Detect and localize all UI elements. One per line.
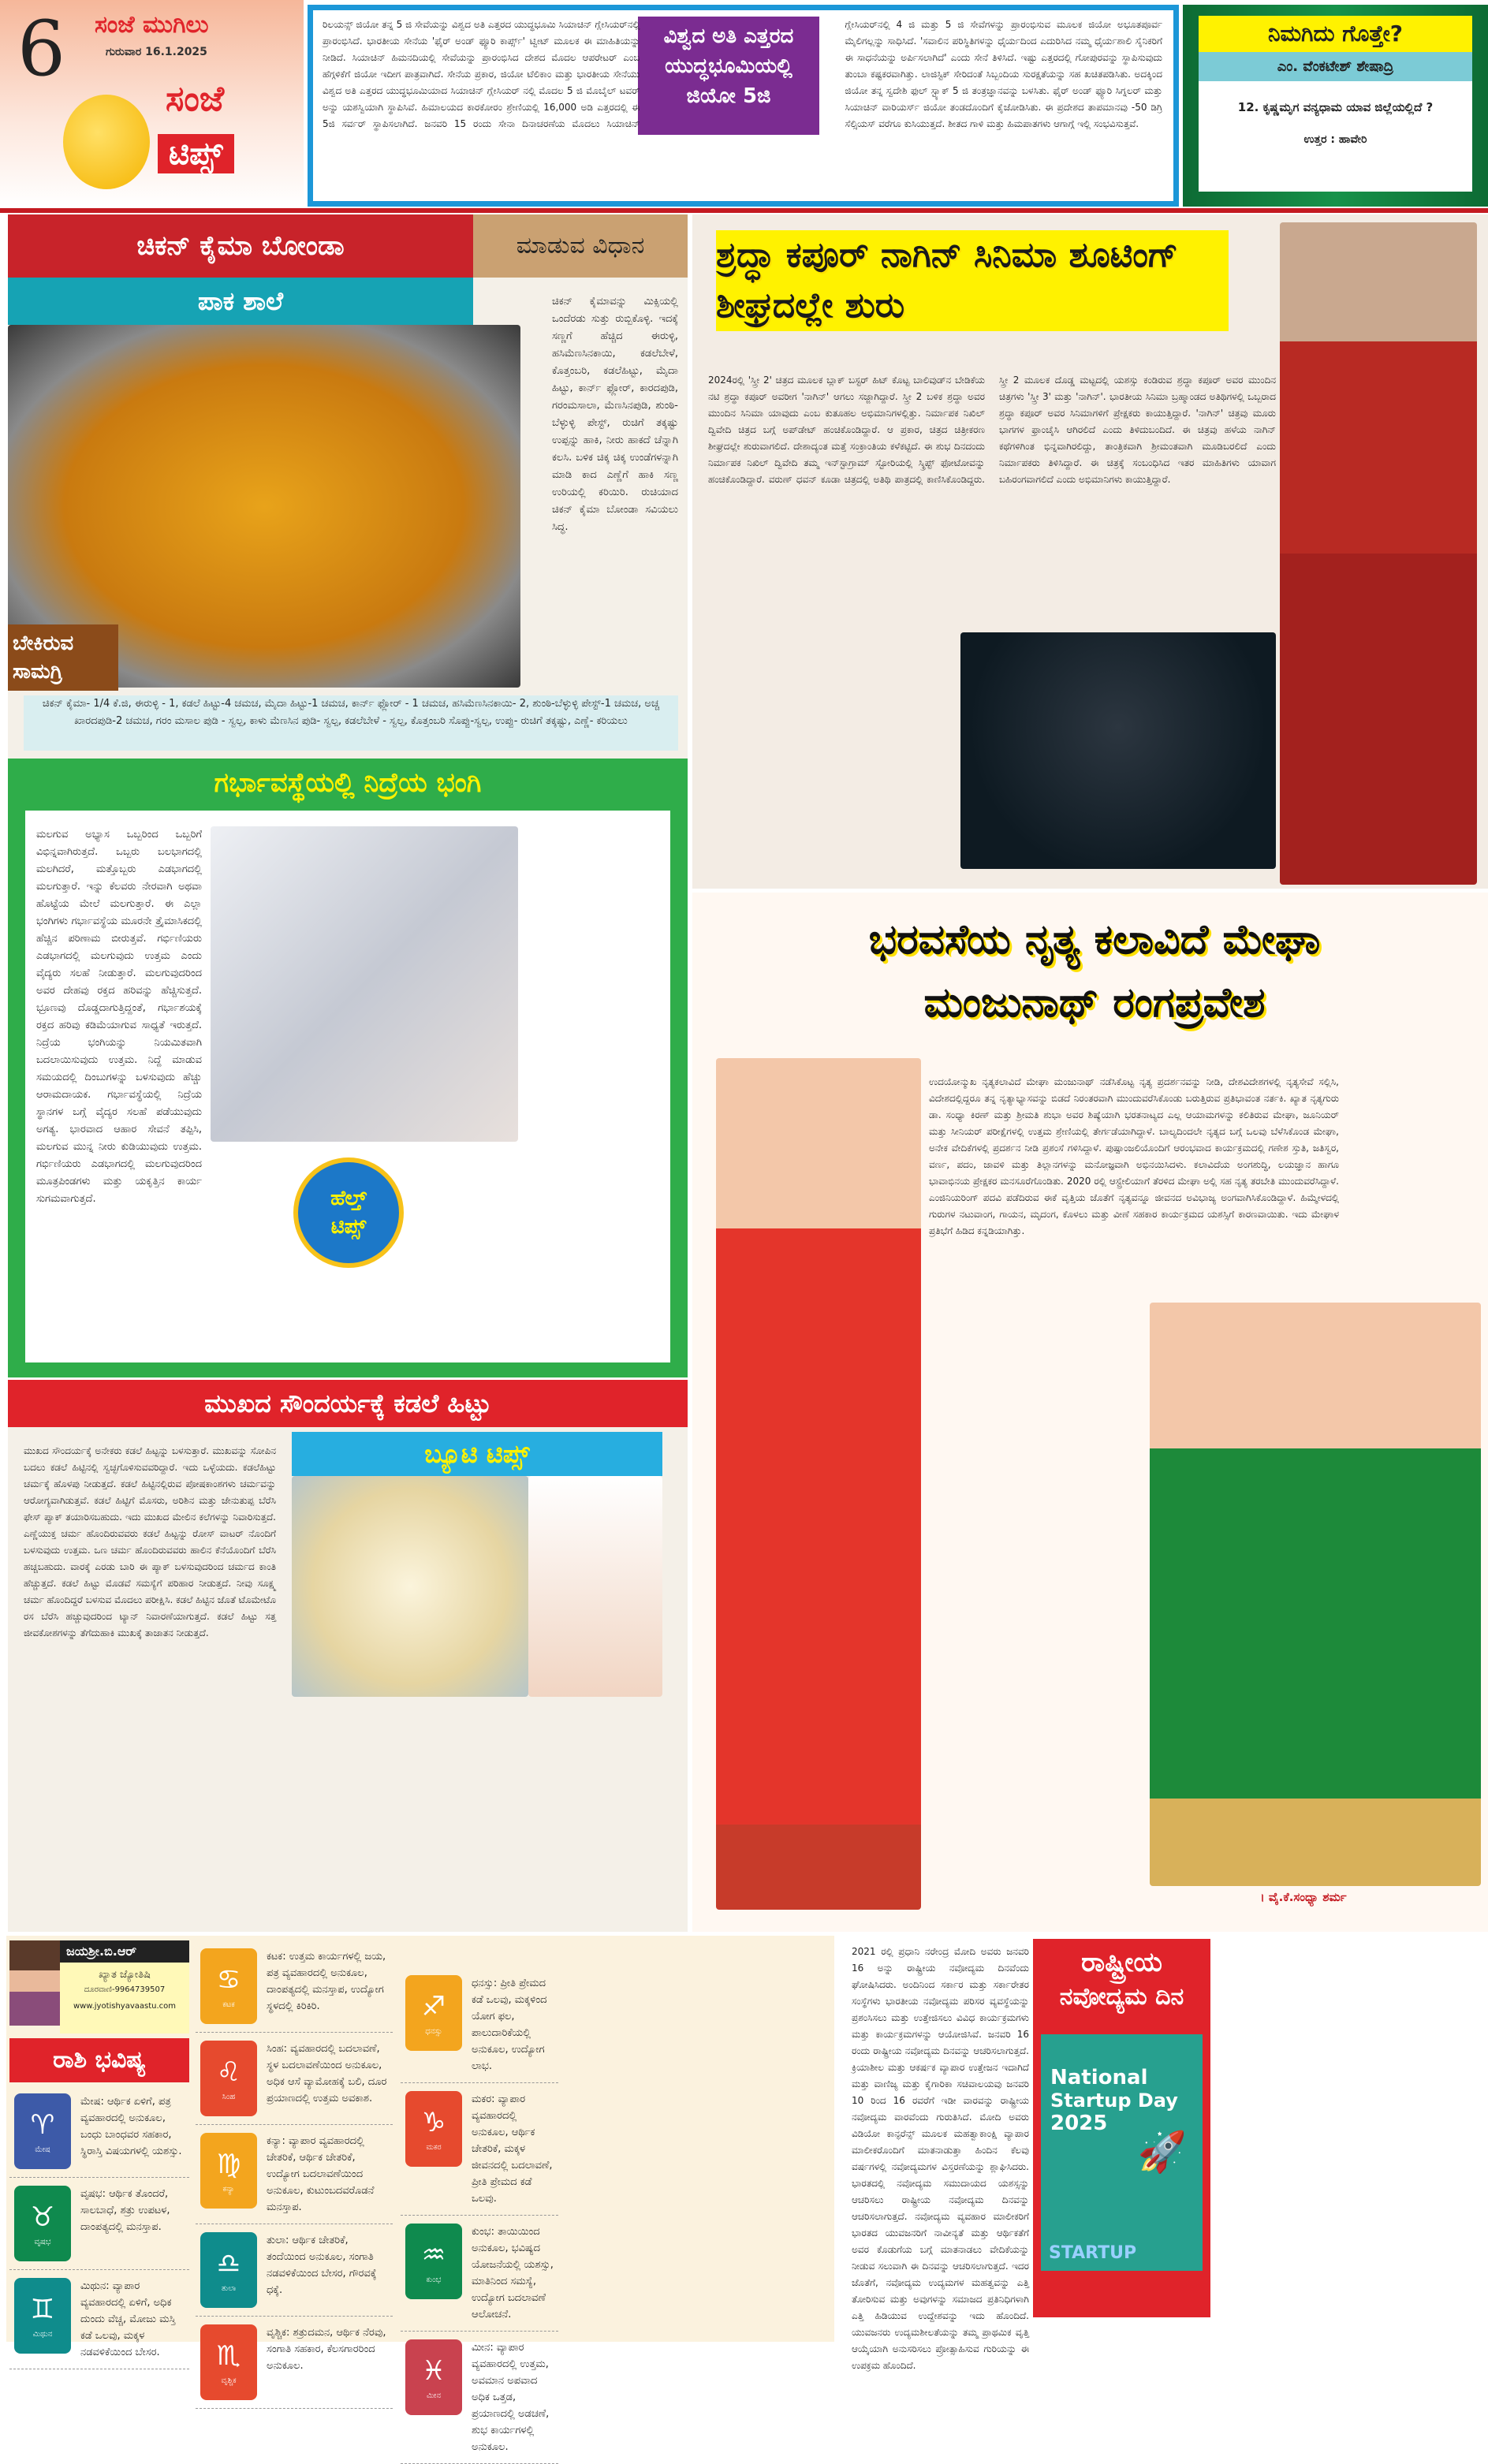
zodiac-icon	[200, 2133, 257, 2209]
jio-headline: ವಿಶ್ವದ ಅತಿ ಎತ್ತರದ ಯುದ್ಧಭೂಮಿಯಲ್ಲಿ ಜಿಯೋ 5ಜಿ	[638, 17, 819, 135]
recipe-title: ಚಿಕನ್ ಕೈಮಾ ಬೋಂಡಾ	[8, 214, 473, 278]
zodiac-icon	[14, 2186, 71, 2261]
zodiac-name: ವೃಷಭ	[34, 2237, 51, 2246]
horoscope-title: ರಾಶಿ ಭವಿಷ್ಯ	[9, 2038, 189, 2082]
horoscope-sign	[401, 2216, 558, 2332]
zodiac-symbol: ♉	[30, 2201, 55, 2233]
zodiac-text: ಮೇಷ: ಆರ್ಥಿಕ ಏಳಿಗೆ, ಪತ್ರ ವ್ಯವಹಾರದಲ್ಲಿ ಅನುಕೂಲ, ಬಂಧು ಬಾಂಧವರ ಸಹಕಾರ, ಸ್ಥಿರಾಸ್ತಿ ವಿಷಯಗಳಲ್ಲಿ ಯಶಸ್ಸು.	[80, 2096, 182, 2157]
section-title-tips: ಟಿಪ್ಸ್	[158, 134, 234, 173]
film-section	[692, 214, 1488, 889]
page-number: 6	[17, 5, 66, 93]
pregnant-woman-photo	[211, 826, 518, 1142]
horoscope-sign	[401, 2083, 558, 2216]
zodiac-text: ಮಿಥುನ: ವ್ಯಾಪಾರ ವ್ಯವಹಾರದಲ್ಲಿ ಏಳಿಗೆ, ಅಧಿಕ ದುಂದು ವೆಚ್ಚ, ಮೋಜು ಮಸ್ತಿ ಕಡೆ ಒಲವು, ಮಕ್ಕಳ ನಡವಳಿಕೆಯಿಂದ ಬೇಸರ.	[80, 2280, 176, 2358]
horoscope-sign	[196, 2224, 393, 2317]
astrologer-phone: ದೂರವಾಣಿ-9964739507	[84, 1985, 166, 1994]
actress-red-dress-photo	[1280, 222, 1477, 885]
dance-body: ಉದಯೋನ್ಮುಖ ನೃತ್ಯಕಲಾವಿದೆ ಮೇಘಾ ಮಂಜುನಾಥ್ ನಡೆಸಿಕೊಟ್ಟ ನೃತ್ಯ ಪ್ರದರ್ಶನವನ್ನು ನೀಡಿ, ದೇಶವಿದೇಶಗಳಲ್ಲಿ ನೃತ್ಯಸೇವೆ ಸಲ್ಲಿಸಿ, ವಿದೇಶದಲ್ಲಿದ್ದರೂ ತನ್ನ ನೃತ್ಯಾಭ್ಯಾಸವನ್ನು ಬಿಡದೆ ನಿರಂತರವಾಗಿ ಮುಂದುವರೆಸಿಕೊಂಡು ಬರುತ್ತಿರುವ ಪ್ರತಿಭಾವಂತ ನರ್ತಕಿ. ಖ್ಯಾತ ನೃತ್ಯಗುರು ಡಾ. ಸಂಧ್ಯಾ ಕಿರಣ್ ಮತ್ತು ಶ್ರೀಮತಿ ಶುಭಾ ಅವರ ಶಿಷ್ಯೆಯಾಗಿ ಭರತನಾಟ್ಯದ ಎಲ್ಲ ಆಯಾಮಗಳನ್ನು ಕಲಿತಿರುವ ಮೇಘಾ, ಜೂನಿಯರ್ ಮತ್ತು ಸೀನಿಯರ್ ಪರೀಕ್ಷೆಗಳಲ್ಲಿ ಉತ್ತಮ ಶ್ರೇಣಿಯಲ್ಲಿ ತೇರ್ಗಡೆಯಾಗಿದ್ದಾಳೆ. ಬಾಲ್ಯದಿಂದಲೇ ನೃತ್ಯದ ಬಗ್ಗೆ ಒಲವು ಬೆಳೆಸಿಕೊಂಡ ಮೇಘಾ, ಅನೇಕ ವೇದಿಕೆಗಳಲ್ಲಿ ಪ್ರದರ್ಶನ ನೀಡಿ ಪ್ರಶಂಸೆ ಗಳಿಸಿದ್ದಾಳೆ. ಪುಷ್ಪಾಂಜಲಿಯೊಂದಿಗೆ ಆರಂಭವಾದ ಕಾರ್ಯಕ್ರಮದಲ್ಲಿ ಗಣೇಶ ಸ್ತುತಿ, ಜತಿಸ್ವರ, ವರ್ಣ, ಪದಂ, ಜಾವಳಿ ಮತ್ತು ತಿಲ್ಲಾನಗಳನ್ನು ಮನೋಜ್ಞವಾಗಿ ಅಭಿನಯಿಸಿದಳು. ಕಲಾವಿದೆಯ ಅಂಗಶುದ್ಧಿ, ಲಯಜ್ಞಾನ ಹಾಗೂ ಭಾವಾಭಿನಯ ಪ್ರೇಕ್ಷಕರ ಮನಸೂರೆಗೊಂಡಿತು. 2020 ರಲ್ಲಿ ಆಸ್ಟ್ರೇಲಿಯಾಗೆ ತೆರಳಿದ ಮೇಘಾ ಅಲ್ಲಿ ಸಹ ನೃತ್ಯ ತರಬೇತಿ ಮುಂದುವರೆಸಿದ್ದಾಳೆ. ಎಂಜಿನಿಯರಿಂಗ್ ಪದವಿ ಪಡೆದಿರುವ ಈಕೆ ವೃತ್ತಿಯ ಜೊತೆಗೆ ನೃತ್ಯವನ್ನೂ ಜೀವನದ ಅವಿಭಾಜ್ಯ ಅಂಗವಾಗಿಸಿಕೊಂಡಿದ್ದಾಳೆ. ಹಿಮ್ಮೇಳದಲ್ಲಿ ಗುರುಗಳ ನಟುವಾಂಗ, ಗಾಯನ, ಮೃದಂಗ, ಕೊಳಲು ಮತ್ತು ವೀಣೆ ಸಹಕಾರ ಕಾರ್ಯಕ್ರಮದ ಯಶಸ್ಸಿಗೆ ಕಾರಣವಾಯಿತು. ಇದು ಮೇಘಾಳ ಪ್ರತಿಭೆಗೆ ಹಿಡಿದ ಕನ್ನಡಿಯಾಗಿತ್ತು.	[929, 1076, 1339, 1236]
dance-section	[692, 893, 1488, 1932]
startup-title-1: ರಾಷ್ಟ್ರೀಯ	[1081, 1947, 1162, 1978]
zodiac-name: ಮಿಥುನ	[32, 2329, 53, 2339]
zodiac-icon	[405, 2091, 462, 2167]
horoscope-sign	[196, 2125, 393, 2224]
beauty-section	[8, 1380, 688, 1932]
zodiac-symbol: ♎	[216, 2247, 241, 2279]
zodiac-icon	[405, 2224, 462, 2299]
zodiac-symbol: ♓	[421, 2354, 446, 2387]
quiz-box	[1183, 5, 1488, 207]
zodiac-name: ತುಲಾ	[221, 2283, 237, 2293]
jio-body: ರಿಲಯನ್ಸ್ ಜಿಯೋ ತನ್ನ 5 ಜಿ ಸೇವೆಯನ್ನು ವಿಶ್ವದ ಅತಿ ಎತ್ತರದ ಯುದ್ಧಭೂಮಿ ಸಿಯಾಚಿನ್ ಗ್ಲೇಸಿಯರ್‌ನಲ್ಲಿ ಪ್ರಾರಂಭಿಸಿದೆ. ಭಾರತೀಯ ಸೇನೆಯ 'ಫೈರ್ ಅಂಡ್ ಫ್ಯೂರಿ ಕಾರ್ಪ್ಸ್' ಟ್ವೀಟ್ ಮೂಲಕ ಈ ಮಾಹಿತಿಯನ್ನು ನೀಡಿದೆ. ಸಿಯಾಚಿನ್ ಹಿಮನದಿಯಲ್ಲಿ ಸೇವೆಯನ್ನು ಪ್ರಾರಂಭಿಸಿದ ದೇಶದ ಮೊದಲ ಆಪರೇಟರ್ ಎಂಬ ಹೆಗ್ಗಳಿಕೆಗೆ ಜಿಯೋ ಇದೀಗ ಪಾತ್ರವಾಗಿದೆ. ಸೇನೆಯ ಪ್ರಕಾರ, ಜಿಯೋ ಟೆಲಿಕಾಂ ಮತ್ತು ಭಾರತೀಯ ಸೇನೆಯು ವಿಶ್ವದ ಅತಿ ಎತ್ತರದ ಯುದ್ಧಭೂಮಿಯಾದ ಸಿಯಾಚಿನ್ ಗ್ಲೇಸಿಯರ್ ನಲ್ಲಿ ಮೊದಲ 5 ಜಿ ಮೊಬೈಲ್ ಟವರ್ ಅನ್ನು ಯಶಸ್ವಿಯಾಗಿ ಸ್ಥಾಪಿಸಿವೆ. ಹಿಮಾಲಯದ ಕಾರಕೋರಂ ಶ್ರೇಣಿಯಲ್ಲಿ 16,000 ಅಡಿ ಎತ್ತರದಲ್ಲಿ ಈ 5ಜಿ ಸರ್ವರ್ ಸ್ಥಾಪಿಸಲಾಗಿದೆ. ಜನವರಿ 15 ರಂದು ಸೇನಾ ದಿನಾಚರಣೆಯ ಮೊದಲು ಸಿಯಾಚಿನ್ ಗ್ಲೇಸಿಯರ್‌ನಲ್ಲಿ 4 ಜಿ ಮತ್ತು 5 ಜಿ ಸೇವೆಗಳನ್ನು ಪ್ರಾರಂಭಿಸುವ ಮೂಲಕ ಜಿಯೋ ಅಭೂತಪೂರ್ವ ಮೈಲಿಗಲ್ಲನ್ನು ಸಾಧಿಸಿದೆ. 'ಸವಾಲಿನ ಪರಿಸ್ಥಿತಿಗಳನ್ನು ಧೈರ್ಯದಿಂದ ಎದುರಿಸಿದ ನಮ್ಮ ಧೈರ್ಯಶಾಲಿ ಸೈನಿಕರಿಗೆ ಈ ಸಾಧನೆಯನ್ನು ಅರ್ಪಿಸಲಾಗಿದೆ' ಎಂದು ಸೇನೆ ತಿಳಿಸಿದೆ. ಇಷ್ಟು ಎತ್ತರದಲ್ಲಿ ಗೋಪುರವನ್ನು ಸ್ಥಾಪಿಸುವುದು ತುಂಬಾ ಕಷ್ಟಕರವಾಗಿತ್ತು. ಲಾಜಿಸ್ಟಿಕ್ ಸೇರಿದಂತೆ ಸಿಬ್ಬಂದಿಯ ಸುರಕ್ಷತೆಯನ್ನು ಸಹ ಖಚಿತಪಡಿಸಿತು. ಅದಕ್ಕಿಂದ ಜಿಯೋ ತನ್ನ ಸ್ವದೇಶಿ ಫುಲ್ ಸ್ಟ್ಯಾಕ್ 5 ಜಿ ತಂತ್ರಜ್ಞಾನವನ್ನು ಬಳಸಿತು. ಫೈರ್ ಅಂಡ್ ಫ್ಯೂರಿ ಸಿಗ್ನಲರ್ ಮತ್ತು ಸಿಯಾಚಿನ್ ವಾರಿಯರ್ಸ್ ಜಿಯೋ ತಂಡದೊಂದಿಗೆ ಕೈಜೋಡಿಸಿತು. ಈ ಪ್ರದೇಶದ ತಾಪಮಾನವು -50 ಡಿಗ್ರಿ ಸೆಲ್ಸಿಯಸ್ ವರೆಗೂ ಕುಸಿಯುತ್ತದೆ. ಶೀತದ ಗಾಳಿ ಮತ್ತು ಹಿಮಪಾತಗಳು ಆಗಾಗ್ಗೆ ಇಲ್ಲಿ ಸಂಭವಿಸುತ್ತವೆ.	[323, 19, 1162, 129]
poster-national: National	[1050, 2066, 1148, 2089]
zodiac-text: ವೃಶ್ಚಿಕ: ಶತ್ರುದಮನ, ಆರ್ಥಿಕ ನೆರವು, ಸಂಗಾತಿ ಸಹಕಾರ, ಕೆಲಸಗಾರರಿಂದ ಅನುಕೂಲ.	[267, 2327, 386, 2372]
zodiac-symbol: ♍	[216, 2148, 241, 2180]
horoscope-sign	[9, 2270, 189, 2369]
dance-headline-1: ಭರವಸೆಯ ನೃತ್ಯ ಕಲಾವಿದೆ ಮೇಘಾ	[868, 916, 1321, 964]
zodiac-icon	[405, 1975, 462, 2051]
zodiac-icon	[405, 2339, 462, 2415]
naagin-poster	[960, 632, 1276, 869]
face-pack-photo	[528, 1476, 662, 1697]
zodiac-symbol: ♊	[30, 2293, 55, 2325]
zodiac-name: ಧನಸ್ಸು	[425, 2026, 442, 2036]
startup-poster	[1041, 2034, 1203, 2271]
recipe-ingredients: ಚಿಕನ್ ಕೈಮಾ- 1/4 ಕೆ.ಜಿ, ಈರುಳ್ಳಿ - 1, ಕಡಲೆ ಹಿಟ್ಟು-4 ಚಮಚ, ಮೈದಾ ಹಿಟ್ಟು-1 ಚಮಚ, ಕಾರ್ನ್ ಫ್ಲೋರ್ - 1 ಚಮಚ, ಹಸಿಮೆಣಸಿನಕಾಯಿ- 2, ಶುಂಠಿ-ಬೆಳ್ಳುಳ್ಳಿ ಪೇಸ್ಟ್-1 ಚಮಚ, ಅಚ್ಚ ಖಾರದಪುಡಿ-2 ಚಮಚ, ಗರಂ ಮಸಾಲ ಪುಡಿ - ಸ್ವಲ್ಪ, ಕಾಳು ಮೆಣಸಿನ ಪುಡಿ- ಸ್ವಲ್ಪ, ಕಡಲೆಬೇಳೆ - ಸ್ವಲ್ಪ, ಕೊತ್ತಂಬರಿ ಸೊಪ್ಪು-ಸ್ವಲ್ಪ, ಉಪ್ಪು- ರುಚಿಗೆ ತಕ್ಕಷ್ಟು, ಎಣ್ಣೆ- ಕರಿಯಲು	[24, 695, 678, 751]
poster-startup-day: Startup Day	[1050, 2089, 1178, 2112]
quiz-answer: ಉತ್ತರ : ಹಾವೇರಿ	[1303, 133, 1367, 146]
startup-section	[844, 1936, 1488, 2371]
divider	[0, 208, 1488, 213]
horoscope-sign	[196, 2033, 393, 2125]
beauty-title: ಮುಖದ ಸೌಂದರ್ಯಕ್ಕೆ ಕಡಲೆ ಹಿಟ್ಟು	[8, 1380, 688, 1427]
zodiac-symbol: ♈	[30, 2108, 55, 2141]
zodiac-name: ಕಟಕ	[222, 2000, 235, 2009]
zodiac-name: ಕನ್ಯಾ	[222, 2184, 235, 2194]
horoscope-sign	[196, 1940, 393, 2033]
zodiac-symbol: ♏	[216, 2339, 241, 2372]
method-label: ಮಾಡುವ ವಿಧಾನ	[473, 214, 688, 278]
kitchen-label: ಪಾಕ ಶಾಲೆ	[8, 278, 473, 325]
film-headline: ಶ್ರದ್ಧಾ ಕಪೂರ್ ನಾಗಿನ್ ಸಿನಿಮಾ ಶೂಟಿಂಗ್ ಶೀಘ್ರದಲ್ಲೇ ಶುರು	[716, 230, 1229, 331]
astrologer-photo	[9, 1940, 60, 2026]
horoscope-sign	[196, 2317, 393, 2409]
zodiac-symbol: ♑	[421, 2106, 446, 2138]
dancer-red-costume-photo	[716, 1058, 921, 1910]
beauty-tips-label: ಬ್ಯೂಟಿ ಟಿಪ್ಸ್	[292, 1432, 662, 1476]
film-body: 2024ರಲ್ಲಿ 'ಸ್ತ್ರೀ 2' ಚಿತ್ರದ ಮೂಲಕ ಬ್ಲಾಕ್ ಬಸ್ಟರ್ ಹಿಟ್ ಕೊಟ್ಟ ಬಾಲಿವುಡ್‌ನ ಬೇಡಿಕೆಯ ನಟಿ ಶ್ರದ್ಧಾ ಕಪೂರ್ ಅವರೀಗ 'ನಾಗಿನ್' ಆಗಲು ಸಜ್ಜಾಗಿದ್ದಾರೆ. ಸ್ತ್ರೀ 2 ಬಳಿಕ ಶ್ರದ್ಧಾ ಅವರ ಮುಂದಿನ ಸಿನಿಮಾ ಯಾವುದು ಎಂಬ ಕುತೂಹಲ ಅಭಿಮಾನಿಗಳಲ್ಲಿತ್ತು. ನಿರ್ಮಾಪಕ ನಿಖಿಲ್ ದ್ವಿವೇದಿ ಚಿತ್ರದ ಬಗ್ಗೆ ಅಪ್‌ಡೇಟ್ ಹಂಚಿಕೊಂಡಿದ್ದಾರೆ. ಆ ಪ್ರಕಾರ, ಚಿತ್ರದ ಚಿತ್ರೀಕರಣ ಶೀಘ್ರದಲ್ಲೇ ಶುರುವಾಗಲಿದೆ. ದೇಶಾದ್ಯಂತ ಮತ್ತೆ ಸಂಕ್ರಾಂತಿಯ ಕಳೆಕಟ್ಟಿದೆ. ಈ ಶುಭ ದಿನದಂದು ನಿರ್ಮಾಪಕ ನಿಖಿಲ್ ದ್ವಿವೇದಿ ತಮ್ಮ ಇನ್‌ಸ್ಟಾಗ್ರಾಮ್ ಸ್ಟೋರಿಯಲ್ಲಿ ಸ್ಕ್ರಿಪ್ಟ್ ಫೋಟೋವನ್ನು ಹಂಚಿಕೊಂಡಿದ್ದಾರೆ. ವರುಣ್ ಧವನ್ ಕೂಡಾ ಚಿತ್ರದಲ್ಲಿ ಅತಿಥಿ ಪಾತ್ರದಲ್ಲಿ ಕಾಣಿಸಿಕೊಂಡಿದ್ದರು. ಸ್ತ್ರೀ 2 ಮೂಲಕ ದೊಡ್ಡ ಮಟ್ಟದಲ್ಲಿ ಯಶಸ್ಸು ಕಂಡಿರುವ ಶ್ರದ್ಧಾ ಕಪೂರ್ ಅವರ ಮುಂದಿನ ಚಿತ್ರಗಳು 'ಸ್ತ್ರೀ 3' ಮತ್ತು 'ನಾಗಿನ್'. ಭಾರತೀಯ ಸಿನಿಮಾ ಬ್ರಹ್ಮಾಂಡದ ಅತಿಥಿಗಳಲ್ಲಿ ಒಬ್ಬರಾದ ಶ್ರದ್ಧಾ ಕಪೂರ್ ಅವರ ಸಿನಿಮಾಗಳಿಗೆ ಪ್ರೇಕ್ಷಕರು ಕಾಯುತ್ತಿದ್ದಾರೆ. 'ನಾಗಿನ್' ಚಿತ್ರವು ಮೂರು ಭಾಗಗಳ ಫ್ರಾಂಚೈಸಿ ಆಗಿರಲಿದೆ ಎಂದು ತಿಳಿದುಬಂದಿದೆ. ಈ ಚಿತ್ರವು ಹಳೆಯ ನಾಗಿನ್ ಕಥೆಗಳಿಗಿಂತ ಭಿನ್ನವಾಗಿರಲಿದ್ದು, ತಾಂತ್ರಿಕವಾಗಿ ಶ್ರೀಮಂತವಾಗಿ ಮೂಡಿಬರಲಿದೆ ಎಂದು ನಿರ್ಮಾಪಕರು ತಿಳಿಸಿದ್ದಾರೆ. ಈ ಚಿತ್ರಕ್ಕೆ ಸಂಬಂಧಿಸಿದ ಇತರ ಮಾಹಿತಿಗಳು ಯಾವಾಗ ಬಹಿರಂಗವಾಗಲಿದೆ ಎಂದು ಅಭಿಮಾನಿಗಳು ಕಾಯುತ್ತಿದ್ದಾರೆ.	[708, 375, 1276, 485]
zodiac-symbol: ♒	[421, 2238, 446, 2271]
health-section	[8, 759, 688, 1377]
poster-startup-word: STARTUP	[1049, 2243, 1137, 2263]
zodiac-icon	[14, 2278, 71, 2354]
ingredients-label: ಬೇಕಿರುವ ಸಾಮಗ್ರಿ	[8, 624, 118, 691]
recipe-section	[8, 214, 688, 759]
zodiac-name: ವೃಶ್ಚಿಕ	[221, 2376, 237, 2385]
horoscope-section	[6, 1936, 834, 2453]
jio-article	[308, 5, 1179, 207]
zodiac-text: ಕನ್ಯಾ: ವ್ಯಾಪಾರ ವ್ಯವಹಾರದಲ್ಲಿ ಚೇತರಿಕೆ, ಆರ್ಥಿಕ ಚೇತರಿಕೆ, ಉದ್ಯೋಗ ಬದಲಾವಣೆಯಿಂದ ಅನುಕೂಲ, ಕುಟುಂಬದವರೊಡನೆ ಮನಸ್ತಾಪ.	[267, 2135, 375, 2213]
badge-tips: ಟಿಪ್ಸ್	[330, 1215, 367, 1239]
zodiac-name: ಮಕರ	[426, 2142, 442, 2152]
startup-body-right	[1218, 1944, 1480, 2338]
issue-date: ಗುರುವಾರ 16.1.2025	[106, 46, 207, 58]
startup-title-2: ನವೋದ್ಯಮ ದಿನ	[1059, 1983, 1184, 2011]
zodiac-symbol: ♐	[421, 1990, 446, 2022]
health-tips-badge	[293, 1157, 404, 1268]
paper-name: ಸಂಜೆ ಮುಗಿಲು	[95, 11, 209, 39]
health-body: ಮಲಗುವ ಅಭ್ಯಾಸ ಒಬ್ಬರಿಂದ ಒಬ್ಬರಿಗೆ ವಿಭಿನ್ನವಾಗಿರುತ್ತದೆ. ಒಬ್ಬರು ಬಲಭಾಗದಲ್ಲಿ ಮಲಗಿದರೆ, ಮತ್ತೊಬ್ಬರು ಎಡಭಾಗದಲ್ಲಿ ಮಲಗುತ್ತಾರೆ. ಇನ್ನು ಕೆಲವರು ನೇರವಾಗಿ ಅಥವಾ ಹೊಟ್ಟೆಯ ಮೇಲೆ ಮಲಗುತ್ತಾರೆ. ಈ ಎಲ್ಲಾ ಭಂಗಿಗಳು ಗರ್ಭಾವಸ್ಥೆಯ ಮೂರನೇ ತ್ರೈಮಾಸಿಕದಲ್ಲಿ ಹೆಚ್ಚಿನ ಪರಿಣಾಮ ಬೀರುತ್ತವೆ. ಗರ್ಭಿಣಿಯರು ಎಡಭಾಗದಲ್ಲಿ ಮಲಗುವುದು ಉತ್ತಮ ಎಂದು ವೈದ್ಯರು ಸಲಹೆ ನೀಡುತ್ತಾರೆ. ಮಲಗುವುದರಿಂದ ಅವರ ದೇಹವು ರಕ್ತದ ಹರಿವನ್ನು ಹೆಚ್ಚಿಸುತ್ತದೆ. ಭ್ರೂಣವು ದೊಡ್ಡದಾಗುತ್ತಿದ್ದಂತೆ, ಗರ್ಭಾಶಯಕ್ಕೆ ರಕ್ತದ ಹರಿವು ಕಡಿಮೆಯಾಗುವ ಸಾಧ್ಯತೆ ಇರುತ್ತದೆ. ನಿದ್ರೆಯ ಭಂಗಿಯನ್ನು ನಿಯಮಿತವಾಗಿ ಬದಲಾಯಿಸುವುದು ಉತ್ತಮ. ನಿದ್ದೆ ಮಾಡುವ ಸಮಯದಲ್ಲಿ ದಿಂಬುಗಳನ್ನು ಬಳಸುವುದು ಹೆಚ್ಚು ಆರಾಮದಾಯಕ. ಗರ್ಭಾವಸ್ಥೆಯಲ್ಲಿ ನಿದ್ರೆಯ ಸ್ಥಾನಗಳ ಬಗ್ಗೆ ವೈದ್ಯರ ಸಲಹೆ ಪಡೆಯುವುದು ಅಗತ್ಯ. ಭಾರವಾದ ಆಹಾರ ಸೇವನೆ ತಪ್ಪಿಸಿ, ಮಲಗುವ ಮುನ್ನ ನೀರು ಕುಡಿಯುವುದು ಉತ್ತಮ. ಗರ್ಭಿಣಿಯರು ಎಡಭಾಗದಲ್ಲಿ ಮಲಗುವುದರಿಂದ ಮೂತ್ರಪಿಂಡಗಳು ಮತ್ತು ಯಕೃತ್ತಿನ ಕಾರ್ಯ ಸುಗಮವಾಗುತ್ತದೆ.	[36, 829, 202, 1205]
startup-title-box	[1033, 1939, 1210, 2317]
zodiac-text: ವೃಷಭ: ಆರ್ಥಿಕ ತೊಂದರೆ, ಸಾಲಬಾಧೆ, ಶತ್ರು ಉಪಟಳ, ದಾಂಪತ್ಯದಲ್ಲಿ ಮನಸ್ತಾಪ.	[80, 2188, 170, 2233]
health-title: ಗರ್ಭಾವಸ್ಥೆಯಲ್ಲಿ ನಿದ್ರೆಯ ಭಂಗಿ	[214, 767, 482, 799]
gram-flour-photo	[292, 1476, 528, 1697]
rocket-icon: 🚀	[1137, 2129, 1187, 2175]
zodiac-text: ಸಿಂಹ: ವ್ಯವಹಾರದಲ್ಲಿ ಬದಲಾವಣೆ, ಸ್ಥಳ ಬದಲಾವಣೆಯಿಂದ ಅನುಕೂಲ, ಅಧಿಕ ಆಸೆ ವ್ಯಾಮೋಹಕ್ಕೆ ಬಲಿ, ದೂರ ಪ್ರಯಾಣದಲ್ಲಿ ಉತ್ತಮ ಅವಕಾಶ.	[267, 2043, 387, 2104]
beauty-body: ಮುಖದ ಸೌಂದರ್ಯಕ್ಕೆ ಅನೇಕರು ಕಡಲೆ ಹಿಟ್ಟನ್ನು ಬಳಸುತ್ತಾರೆ. ಮುಖವನ್ನು ಸೋಪಿನ ಬದಲು ಕಡಲೆ ಹಿಟ್ಟಿನಲ್ಲಿ ಸ್ವಚ್ಛಗೊಳಿಸುವವರಿದ್ದಾರೆ. ಇದು ಒಳ್ಳೆಯದು. ಕಡಲೆಹಿಟ್ಟು ಚರ್ಮಕ್ಕೆ ಹೊಳಪು ನೀಡುತ್ತದೆ. ಕಡಲೆ ಹಿಟ್ಟಿನಲ್ಲಿರುವ ಪೋಷಕಾಂಶಗಳು ಚರ್ಮವನ್ನು ಆರೋಗ್ಯವಾಗಿಡುತ್ತವೆ. ಕಡಲೆ ಹಿಟ್ಟಿಗೆ ಮೊಸರು, ಅರಿಶಿನ ಮತ್ತು ಜೇನುತುಪ್ಪ ಬೆರೆಸಿ ಫೇಸ್ ಪ್ಯಾಕ್ ತಯಾರಿಸಬಹುದು. ಇದು ಮುಖದ ಮೇಲಿನ ಕಲೆಗಳನ್ನು ನಿವಾರಿಸುತ್ತದೆ. ಎಣ್ಣೆಯುಕ್ತ ಚರ್ಮ ಹೊಂದಿರುವವರು ಕಡಲೆ ಹಿಟ್ಟನ್ನು ರೋಸ್ ವಾಟರ್ ನೊಂದಿಗೆ ಬಳಸುವುದು ಉತ್ತಮ. ಒಣ ಚರ್ಮ ಹೊಂದಿರುವವರು ಹಾಲಿನ ಕೆನೆಯೊಂದಿಗೆ ಬೆರೆಸಿ ಹಚ್ಚಬಹುದು. ವಾರಕ್ಕೆ ಎರಡು ಬಾರಿ ಈ ಪ್ಯಾಕ್ ಬಳಸುವುದರಿಂದ ಚರ್ಮದ ಕಾಂತಿ ಹೆಚ್ಚುತ್ತದೆ. ಕಡಲೆ ಹಿಟ್ಟು ಮೊಡವೆ ಸಮಸ್ಯೆಗೆ ಪರಿಹಾರ ನೀಡುತ್ತದೆ. ನೀವು ಸೂಕ್ಷ್ಮ ಚರ್ಮ ಹೊಂದಿದ್ದರೆ ಬಳಸುವ ಮೊದಲು ಪರೀಕ್ಷಿಸಿ. ಕಡಲೆ ಹಿಟ್ಟಿನ ಜೊತೆ ಟೊಮೇಟೊ ರಸ ಬೆರೆಸಿ ಹಚ್ಚುವುದರಿಂದ ಟ್ಯಾನ್ ನಿವಾರಣೆಯಾಗುತ್ತದೆ. ಕಡಲೆ ಹಿಟ್ಟು ಸತ್ತ ಜೀವಕೋಶಗಳನ್ನು ತೆಗೆದುಹಾಕಿ ಮುಖಕ್ಕೆ ತಾಜಾತನ ನೀಡುತ್ತದೆ.	[24, 1445, 276, 1638]
zodiac-icon	[200, 2232, 257, 2308]
zodiac-icon	[200, 1948, 257, 2024]
dance-headline-2: ಮಂಜುನಾಥ್ ರಂಗಪ್ರವೇಶ	[923, 979, 1266, 1027]
zodiac-symbol: ♌	[216, 2056, 241, 2088]
quiz-title: ನಿಮಗಿದು ಗೊತ್ತೇ?	[1199, 16, 1472, 52]
astrologer-name: ಜಯಶ್ರೀ.ಬಿ.ಆರ್	[60, 1940, 189, 1963]
dance-byline: । ವೈ.ಕೆ.ಸಂಧ್ಯಾ ಶರ್ಮ	[1260, 1890, 1347, 1904]
zodiac-icon	[200, 2324, 257, 2400]
zodiac-icon	[200, 2041, 257, 2116]
quiz-author: ಎಂ. ವೆಂಕಟೇಶ್ ಶೇಷಾದ್ರಿ	[1199, 52, 1472, 81]
masthead	[0, 0, 304, 207]
bulb-icon	[63, 95, 150, 189]
zodiac-name: ಮೀನ	[427, 2391, 441, 2400]
zodiac-text: ತುಲಾ: ಆರ್ಥಿಕ ಚೇತರಿಕೆ, ತಂದೆಯಿಂದ ಅನುಕೂಲ, ಸಂಗಾತಿ ನಡವಳಿಕೆಯಿಂದ ಬೇಸರ, ಗೌರವಕ್ಕೆ ಧಕ್ಕೆ.	[267, 2235, 377, 2296]
horoscope-sign	[9, 2086, 189, 2178]
zodiac-icon	[14, 2093, 71, 2169]
section-title-sanje: ಸಂಜೆ	[166, 79, 225, 119]
horoscope-sign	[401, 2332, 558, 2464]
zodiac-name: ಸಿಂಹ	[222, 2092, 236, 2101]
zodiac-text: ಮಕರ: ವ್ಯಾಪಾರ ವ್ಯವಹಾರದಲ್ಲಿ ಅನುಕೂಲ, ಆರ್ಥಿಕ ಚೇತರಿಕೆ, ಮಕ್ಕಳ ಜೀವನದಲ್ಲಿ ಬದಲಾವಣೆ, ಪ್ರೀತಿ ಪ್ರೇಮದ ಕಡೆ ಒಲವು.	[472, 2093, 553, 2205]
quiz-question: 12. ಕೃಷ್ಣಮೃಗ ವನ್ಯಧಾಮ ಯಾವ ಜಿಲ್ಲೆಯಲ್ಲಿದೆ ?	[1237, 100, 1434, 114]
recipe-method: ಚಿಕನ್ ಕೈಮಾವನ್ನು ಮಿಕ್ಸಿಯಲ್ಲಿ ಒಂದೆರಡು ಸುತ್ತು ರುಬ್ಬಿಕೊಳ್ಳಿ. ಇದಕ್ಕೆ ಸಣ್ಣಗೆ ಹೆಚ್ಚಿದ ಈರುಳ್ಳಿ, ಹಸಿಮೆಣಸಿನಕಾಯಿ, ಕಡಲೆಬೇಳೆ, ಕೊತ್ತಂಬರಿ, ಕಡಲೆಹಿಟ್ಟು, ಮೈದಾ ಹಿಟ್ಟು, ಕಾರ್ನ್ ಫ್ಲೋರ್, ಕಾರದಪುಡಿ, ಗರಂಮಸಾಲಾ, ಮೆಣಸಿನಪುಡಿ, ಶುಂಠಿ-ಬೆಳ್ಳುಳ್ಳಿ ಪೇಸ್ಟ್, ರುಚಿಗೆ ತಕ್ಕಷ್ಟು ಉಪ್ಪನ್ನು ಹಾಕಿ, ನೀರು ಹಾಕದೆ ಚೆನ್ನಾಗಿ ಕಲಸಿ. ಬಳಿಕ ಚಿಕ್ಕ ಚಿಕ್ಕ ಉಂಡೆಗಳನ್ನಾಗಿ ಮಾಡಿ ಕಾದ ಎಣ್ಣೆಗೆ ಹಾಕಿ ಸಣ್ಣ ಉರಿಯಲ್ಲಿ ಕರಿಯಿರಿ. ರುಚಿಯಾದ ಚಿಕನ್ ಕೈಮಾ ಬೋಂಡಾ ಸವಿಯಲು ಸಿದ್ಧ.	[552, 296, 678, 533]
zodiac-name: ಮೇಷ	[35, 2145, 50, 2154]
horoscope-sign	[9, 2178, 189, 2270]
astrologer-website[interactable]: www.jyotishyavaastu.com	[73, 2002, 177, 2011]
startup-body: 2021 ರಲ್ಲಿ ಪ್ರಧಾನಿ ನರೇಂದ್ರ ಮೋದಿ ಅವರು ಜನವರಿ 16 ಅನ್ನು ರಾಷ್ಟ್ರೀಯ ನವೋದ್ಯಮ ದಿನವೆಂದು ಘೋಷಿಸಿದರು. ಅಂದಿನಿಂದ ಸರ್ಕಾರ ಮತ್ತು ಸರ್ಕಾರೇತರ ಸಂಸ್ಥೆಗಳು ಭಾರತೀಯ ನವೋದ್ಯಮ ಪರಿಸರ ವ್ಯವಸ್ಥೆಯನ್ನು ಪ್ರಶಂಸಿಸಲು ಮತ್ತು ಉತ್ತೇಜಿಸಲು ವಿವಿಧ ಕಾರ್ಯಕ್ರಮಗಳು ಮತ್ತು ಕಾರ್ಯಕ್ರಮಗಳನ್ನು ಆಯೋಜಿಸಿವೆ. ಜನವರಿ 16 ರಂದು ರಾಷ್ಟ್ರೀಯ ನವೋದ್ಯಮ ದಿನವನ್ನು ಆಚರಿಸಲಾಗುತ್ತದೆ. ಕ್ರಿಯಾಶೀಲ ಮತ್ತು ಆಕರ್ಷಕ ವ್ಯಾಪಾರ ಉತ್ತೇಜನ ಇದಾಗಿದೆ ಮತ್ತು ವಾಣಿಜ್ಯ ಮತ್ತು ಕೈಗಾರಿಕಾ ಸಚಿವಾಲಯವು ಜನವರಿ 10 ರಿಂದ 16 ರವರೆಗೆ ಇಡೀ ವಾರವನ್ನು ರಾಷ್ಟ್ರೀಯ ನವೋದ್ಯಮ ವಾರವೆಂದು ಗುರುತಿಸಿದೆ. ಮೋದಿ ಅವರು ವಿಡಿಯೋ ಕಾನ್ಫರೆನ್ಸ್ ಮೂಲಕ ಮಹತ್ವಾಕಾಂಕ್ಷಿ ವ್ಯಾಪಾರ ಮಾಲೀಕರೊಂದಿಗೆ ಮಾತನಾಡುತ್ತಾ ಹಿಂದಿನ ಕೆಲವು ವರ್ಷಗಳಲ್ಲಿ ನವೋದ್ಯಮಗಳ ವಿಸ್ತರಣೆಯನ್ನು ಶ್ಲಾಘಿಸಿದರು. ಭಾರತದಲ್ಲಿ ನವೋದ್ಯಮ ಸಮುದಾಯದ ಯಶಸ್ಸನ್ನು ಆಚರಿಸಲು ರಾಷ್ಟ್ರೀಯ ನವೋದ್ಯಮ ದಿನವನ್ನು ಆಚರಿಸಲಾಗುತ್ತದೆ. ನವೋದ್ಯಮ ವ್ಯವಹಾರ ಮಾಲೀಕರಿಗೆ ಭಾರತದ ಯುವಜನರಿಗೆ ನಾವೀನ್ಯತೆ ಮತ್ತು ಆರ್ಥಿಕತೆಗೆ ಅವರ ಕೊಡುಗೆಯ ಬಗ್ಗೆ ಮಾತನಾಡಲು ವೇದಿಕೆಯನ್ನು ನೀಡುವ ಸಲುವಾಗಿ ಈ ದಿನವನ್ನು ಆಚರಿಸಲಾಗುತ್ತದೆ. ಇದರ ಜೊತೆಗೆ, ನವೋದ್ಯಮ ಉದ್ಯಮಗಳ ಮಹತ್ವವನ್ನು ಎತ್ತಿ ತೋರಿಸುವ ಮತ್ತು ಅವುಗಳನ್ನು ಸಮಾಜದ ಪ್ರತಿನಿಧಿಗಳಾಗಿ ಎತ್ತಿ ಹಿಡಿಯುವ ಉದ್ದೇಶವನ್ನು ಇದು ಹೊಂದಿದೆ. ಯುವಜನರು ಉದ್ಯಮಶೀಲತೆಯನ್ನು ತಮ್ಮ ಪ್ರಾಥಮಿಕ ವೃತ್ತಿ ಆಯ್ಕೆಯಾಗಿ ಅನುಸರಿಸಲು ಪ್ರೋತ್ಸಾಹಿಸುವ ಗುರಿಯನ್ನು ಈ ಉಪಕ್ರಮ ಹೊಂದಿದೆ.	[852, 1946, 1029, 2371]
horoscope-sign	[401, 1967, 558, 2083]
badge-health: ಹೆಲ್ತ್	[330, 1187, 367, 1210]
zodiac-text: ಧನಸ್ಸು: ಪ್ರೀತಿ ಪ್ರೇಮದ ಕಡೆ ಒಲವು, ಮಕ್ಕಳಿಂದ ಯೋಗ ಫಲ, ಪಾಲುದಾರಿಕೆಯಲ್ಲಿ ಅನುಕೂಲ, ಉದ್ಯೋಗ ಲಾಭ.	[472, 1978, 547, 2072]
poster-year: 2025	[1050, 2112, 1108, 2135]
zodiac-text: ಕಟಕ: ಉತ್ತಮ ಕಾರ್ಯಗಳಲ್ಲಿ ಜಯ, ಪತ್ರ ವ್ಯವಹಾರದಲ್ಲಿ ಅನುಕೂಲ, ದಾಂಪತ್ಯದಲ್ಲಿ ಮನಸ್ತಾಪ, ಉದ್ಯೋಗ ಸ್ಥಳದಲ್ಲಿ ಕಿರಿಕಿರಿ.	[267, 1951, 386, 2012]
astrologer-title: ಖ್ಯಾತ ಜ್ಯೋತಿಷಿ	[99, 1969, 151, 1981]
zodiac-text: ಮೀನ: ವ್ಯಾಪಾರ ವ್ಯವಹಾರದಲ್ಲಿ ಉತ್ತಮ, ಅವಮಾನ ಅಪವಾದ ಅಧಿಕ ಒತ್ತಡ, ಪ್ರಯಾಣದಲ್ಲಿ ಅಡಚಣೆ, ಶುಭ ಕಾರ್ಯಗಳಲ್ಲಿ ಅನುಕೂಲ.	[472, 2342, 550, 2453]
zodiac-text: ಕುಂಭ: ತಾಯಿಯಿಂದ ಅನುಕೂಲ, ಭವಿಷ್ಯದ ಯೋಜನೆಯಲ್ಲಿ ಯಶಸ್ಸು, ಮಾತಿನಿಂದ ಸಮಸ್ಯೆ, ಉದ್ಯೋಗ ಬದಲಾವಣೆ ಆಲೋಚನೆ.	[472, 2226, 554, 2320]
zodiac-symbol: ♋	[216, 1963, 241, 1996]
zodiac-name: ಕುಂಭ	[426, 2275, 442, 2284]
